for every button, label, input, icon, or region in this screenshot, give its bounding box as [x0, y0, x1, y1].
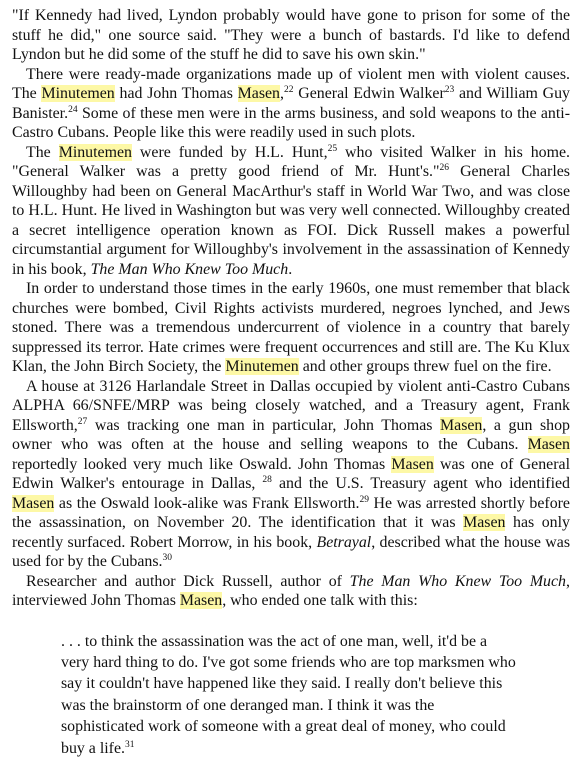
text-run: Researcher and author Dick Russell, author of: [26, 572, 350, 590]
footnote-ref[interactable]: 27: [77, 416, 88, 427]
body-text: [12, 6, 570, 611]
footnote-ref[interactable]: 22: [284, 85, 294, 95]
text-run: A house at 3126 Harlandale Street in Dallas occupied by violent anti-Castro Cubans ALPHA 66/SNFE/MRP was being closely watched, and a Treasury agent, Frank Ellsworth,: [12, 377, 570, 434]
highlighted-term: Minutemen: [58, 143, 132, 161]
text-run: , described what the house was used for by the Cubans.: [12, 533, 570, 570]
block-quote: [61, 631, 518, 759]
book-title: The Man Who Knew Too Much: [349, 572, 566, 590]
text-run: has only recently surfaced. Robert Morrow, in his book,: [12, 514, 570, 551]
footnote-ref[interactable]: 29: [359, 494, 369, 505]
highlighted-term: Masen: [527, 436, 570, 453]
text-run: General Edwin Walker: [293, 85, 445, 102]
paragraph: [12, 65, 570, 143]
paragraph: [12, 377, 570, 572]
text-run: The: [26, 143, 59, 161]
book-title: The Man Who Knew Too Much: [90, 260, 289, 278]
text-run: were funded by H.L. Hunt,: [131, 143, 328, 161]
text-run: was tracking one man in particular, John Thomas: [87, 416, 441, 434]
text-run: General Charles Willoughby had been on General MacArthur's staff in World War Two, and was close to H.L. Hunt. He lived in Washington but was very well connected. Willoughby created a secret intelligence operation known as FOI. Dick Russell makes a powerful circumstantial argument for Willoughby's involvement in the assassination of Kennedy in his book,: [12, 163, 570, 278]
text-run: , a gun shop owner who was often at the house and selling weapons to the Cubans.: [12, 416, 570, 453]
text-run: . . . to think the assassination was the act of one man, well, it'd be a very hard thing to do. I've got some friends who are top marksmen who say it couldn't have happened like they said. I really don't believe this was the brainstorm of one deranged man. I think it was the sophisticated work of someone with a great deal of money, who could buy a life.: [61, 632, 516, 757]
text-run: and other groups threw fuel on the fire.: [298, 358, 552, 375]
text-run: .: [288, 260, 293, 278]
footnote-ref[interactable]: 28: [262, 475, 272, 485]
paragraph: [12, 6, 570, 65]
text-run: In order to understand those times in the early 1960s, one must remember that black churches were bombed, Civil Rights activists murdered, negroes lynched, and Jews stoned. There was a tremendous undercurrent of violence in a country that barely suppressed its terror. Hate crimes were frequent occurrences and still are. The Ku Klux Klan, the John Birch Society, the: [12, 280, 570, 375]
text-run: "If Kennedy had lived, Lyndon probably would have gone to prison for some of the stuff he did," one source said. "They were a bunch of bastards. I'd like to defend Lyndon but he did some of the stuff he did to save his own skin.": [12, 7, 570, 63]
text-run: ,: [280, 85, 284, 102]
highlighted-term: Minutemen: [225, 358, 299, 375]
highlighted-term: Masen: [440, 416, 483, 434]
text-run: had John Thomas: [114, 85, 238, 102]
footnote-ref[interactable]: 23: [444, 85, 455, 95]
highlighted-term: Masen: [179, 592, 223, 609]
paragraph: [12, 143, 570, 280]
text-run: was one of General Edwin Walker's entourage in Dallas,: [12, 455, 570, 492]
text-run: and William Guy Banister.: [12, 85, 570, 122]
highlighted-term: Masen: [391, 455, 434, 473]
footnote-ref[interactable]: 26: [439, 163, 449, 173]
footnote-ref[interactable]: 25: [327, 143, 338, 154]
text-run: who visited Walker in his home. "General Walker was a pretty good friend of Mr. Hunt's.": [12, 143, 571, 180]
highlighted-term: Minutemen: [41, 85, 115, 102]
text-run: , who ended one talk with this:: [222, 592, 418, 609]
highlighted-term: Masen: [237, 85, 281, 102]
text-run: and the U.S. Treasury agent who identified: [271, 475, 570, 492]
text-run: as the Oswald look-alike was Frank Ellsworth.: [54, 494, 360, 512]
text-run: There were ready-made organizations made up of violent men with violent causes. The: [12, 65, 570, 102]
book-title: Betrayal: [316, 533, 372, 551]
highlighted-term: Masen: [12, 494, 55, 512]
highlighted-term: Masen: [463, 514, 506, 531]
paragraph: [12, 572, 570, 611]
text-run: He was arrested shortly before the assassination, on November 20. The identification that it was: [12, 494, 570, 531]
text-run: Some of these men were in the arms business, and sold weapons to the anti-Castro Cubans. People like this were readily used in such plots.: [12, 104, 570, 141]
text-run: , interviewed John Thomas: [12, 572, 570, 609]
footnote-ref[interactable]: 24: [68, 104, 78, 115]
paragraph: [12, 279, 570, 377]
footnote-ref[interactable]: 30: [162, 553, 172, 563]
footnote-ref[interactable]: 31: [124, 739, 135, 750]
text-run: reportedly looked very much like Oswald. John Thomas: [12, 455, 392, 473]
